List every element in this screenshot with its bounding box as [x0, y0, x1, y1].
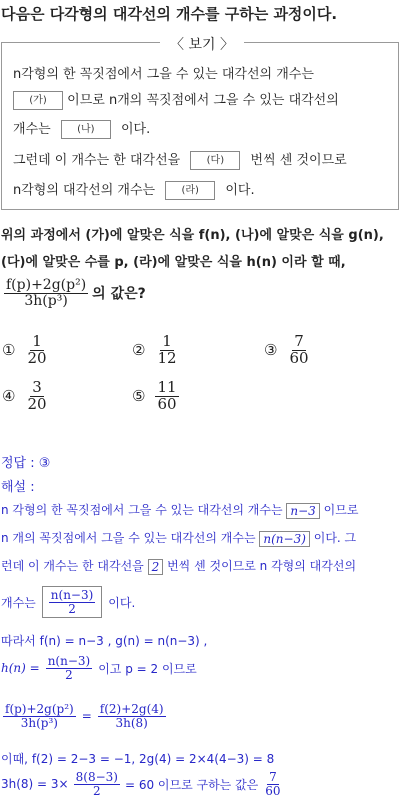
solution-7-fraction-2 — [98, 703, 166, 729]
option-3-num: 7 — [294, 332, 304, 350]
option-4-num: 3 — [32, 378, 42, 396]
problem-title: 다음은 다각형의 대각선의 개수를 구하는 과정이다. — [1, 5, 338, 23]
solution-4-box — [42, 586, 103, 618]
question-line-2: (다)에 알맞은 수를 p, (라)에 알맞은 식을 h(n) 이라 할 때, — [1, 255, 346, 270]
solution-7-num2: f(2)+2g(4) — [99, 702, 164, 716]
solution-2a: n 개의 꼭짓점에서 그을 수 있는 대각선의 개수는 — [1, 531, 256, 545]
question-line-1: 위의 과정에서 (가)에 알맞은 식을 f(n), (나)에 알맞은 식을 g(n), — [1, 228, 384, 243]
solution-1b: 이므로 — [323, 503, 359, 517]
solution-6-num: n(n−3) — [47, 654, 91, 668]
option-3-den: 60 — [289, 348, 309, 367]
box-line-3a: 개수는 — [13, 122, 51, 137]
solution-6-fraction — [46, 655, 93, 681]
option-5-num: 11 — [157, 378, 177, 396]
solution-9-num: 8(8−3) — [75, 770, 118, 784]
option-1-num: 1 — [32, 332, 42, 350]
option-1-fraction — [25, 334, 48, 367]
question-fraction — [4, 278, 88, 308]
solution-4a: 개수는 — [1, 595, 36, 610]
solution-7-den2: 3h(8) — [115, 715, 148, 730]
question-frac-num: f(p)+2g(p²) — [6, 277, 87, 293]
box-line-5b: 이다. — [225, 183, 255, 198]
solution-6-den: 2 — [65, 667, 73, 682]
blank-da: (다) — [190, 151, 240, 170]
solution-6b: 이고 p = 2 이므로 — [98, 661, 197, 676]
solution-9a: 3h(8) = 3× — [1, 777, 69, 792]
option-4-mark: ④ — [2, 387, 16, 406]
solution-4-fraction — [49, 589, 96, 615]
box-line-3 — [13, 118, 150, 139]
option-2-fraction — [155, 334, 178, 367]
solution-9b: = 60 이므로 구하는 값은 — [124, 777, 259, 792]
answer-label: 정답 : ③ — [1, 456, 51, 471]
solution-4-num: n(n−3) — [50, 588, 94, 602]
solution-9-final-den: 60 — [265, 783, 281, 798]
solution-1-box: n−3 — [286, 503, 319, 519]
solution-line-3 — [1, 557, 356, 575]
option-5-fraction — [155, 380, 178, 413]
solution-3b: 번씩 센 것이므로 n 각형의 대각선의 — [167, 559, 357, 573]
solution-2b: 이다. 그 — [313, 531, 357, 545]
solution-line-6 — [1, 655, 197, 681]
solution-line-5: 따라서 f(n) = n−3 , g(n) = n(n−3) , — [1, 634, 208, 648]
box-line-5 — [13, 179, 255, 200]
option-1[interactable] — [2, 334, 49, 367]
example-box-title: 〈 보기 〉 — [160, 34, 244, 54]
option-5[interactable] — [132, 380, 179, 413]
solution-9-final-num: 7 — [269, 770, 277, 784]
solution-line-4 — [1, 586, 135, 618]
option-2-num: 1 — [162, 332, 172, 350]
box-line-3b: 이다. — [120, 122, 151, 137]
option-5-mark: ⑤ — [132, 387, 146, 406]
blank-ra: (라) — [165, 181, 215, 200]
box-line-2a: 이므로 — [67, 93, 105, 108]
solution-9-final-fraction — [263, 771, 282, 797]
option-2-mark: ② — [132, 341, 146, 360]
box-line-5a: n각형의 대각선의 개수는 — [13, 183, 156, 198]
solution-7-eq: = — [81, 709, 92, 724]
solution-line-9 — [1, 771, 283, 797]
option-5-den: 60 — [157, 394, 177, 413]
solution-line-7 — [3, 703, 166, 729]
solution-9-den: 2 — [92, 783, 101, 798]
solution-9-fraction — [74, 771, 120, 797]
solution-4b: 이다. — [108, 595, 136, 610]
option-3[interactable] — [264, 334, 311, 367]
option-3-fraction — [287, 334, 310, 367]
solution-2-box: n(n−3) — [259, 531, 310, 547]
solution-7-num1: f(p)+2g(p²) — [5, 702, 74, 716]
solution-3-box: 2 — [148, 559, 164, 575]
question-expression — [4, 278, 146, 308]
question-tail: 의 값은? — [92, 286, 146, 303]
blank-ga: (가) — [13, 91, 63, 110]
solution-6a: h(n) = — [1, 661, 40, 676]
blank-na: (나) — [61, 120, 111, 139]
solution-label: 해설 : — [1, 480, 35, 495]
box-line-2b: n개의 꼭짓점에서 그을 수 있는 대각선의 — [108, 93, 339, 108]
option-4-fraction — [25, 380, 48, 413]
option-4-den: 20 — [27, 394, 47, 413]
option-2[interactable] — [132, 334, 179, 367]
solution-3a: 런데 이 개수는 한 대각선을 — [1, 559, 144, 573]
option-4[interactable] — [2, 380, 49, 413]
box-line-1: n각형의 한 꼭짓점에서 그을 수 있는 대각선의 개수는 — [13, 67, 314, 82]
solution-line-8: 이때, f(2) = 2−3 = −1, 2g(4) = 2×4(4−3) = 8 — [1, 752, 275, 766]
box-line-4a: 그런데 이 개수는 한 대각선을 — [13, 153, 181, 168]
solution-line-2 — [1, 529, 356, 547]
solution-line-1 — [1, 501, 358, 519]
solution-7-fraction-1 — [3, 703, 76, 729]
solution-7-den1: 3h(p³) — [20, 715, 58, 730]
question-frac-den: 3h(p³) — [24, 292, 68, 309]
box-line-4 — [13, 149, 347, 170]
solution-1a: n 각형의 한 꼭짓점에서 그을 수 있는 대각선의 개수는 — [1, 503, 283, 517]
option-3-mark: ③ — [264, 341, 278, 360]
option-1-mark: ① — [2, 341, 16, 360]
box-line-4b: 번씩 센 것이므로 — [250, 153, 347, 168]
option-2-den: 12 — [157, 348, 177, 367]
solution-4-den: 2 — [68, 601, 76, 616]
box-line-2 — [13, 89, 339, 110]
option-1-den: 20 — [27, 348, 47, 367]
